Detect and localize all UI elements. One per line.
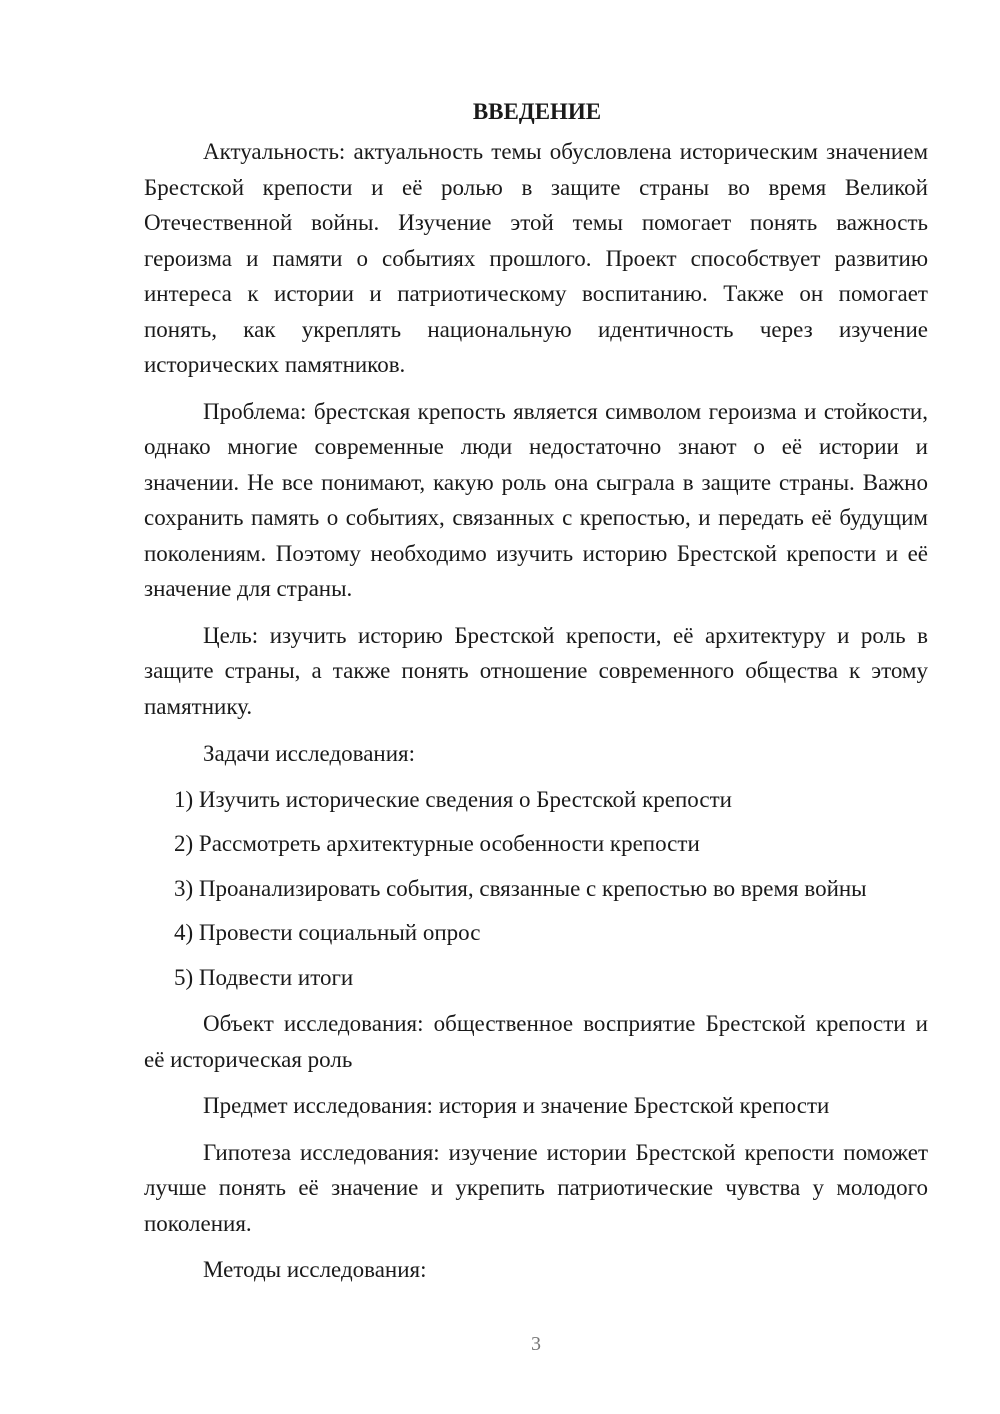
methods-paragraph: Методы исследования: [203,1257,427,1282]
relevance-paragraph: Актуальность: актуальность темы обусловлена историческим значением Брестской крепости и её ролью в защите страны во время Великой Отечественной войны. Изучение этой темы помогает понять важность героизма и памяти о событиях прошлого. Проект способствует развитию интереса к истории и патриотическому воспитанию. Также он помогает понять, как укреплять национальную идентичность через изучение исторических памятников. [144,139,928,377]
goal-paragraph: Цель: изучить историю Брестской крепости, её архитектуру и роль в защите страны, а также понять отношение современного общества к этому памятнику. [144,622,928,719]
task-item-3: 3) Проанализировать события, связанные с крепостью во время войны [174,875,867,901]
tasks-list [144,782,928,996]
section-title: ВВЕДЕНИЕ [472,99,602,124]
task-item-2: 2) Рассмотреть архитектурные особенности крепости [174,831,700,856]
tasks-header: Задачи исследования: [203,741,416,766]
page-number: 3 [531,1333,541,1355]
task-item-5: 5) Подвести итоги [174,964,354,990]
document-page [144,96,928,1288]
subject-paragraph: Предмет исследования: история и значение Брестской крепости [203,1093,830,1118]
object-paragraph: Объект исследования: общественное восприятие Брестской крепости и её историческая роль [144,1011,928,1072]
problem-paragraph: Проблема: брестская крепость является символом героизма и стойкости, однако многие современные люди недостаточно знают о её истории и значении. Не все понимают, какую роль она сыграла в защите страны. Важно сохранить память о событиях, связанных с крепостью, и передать её будущим поколениям. Поэтому необходимо изучить историю Брестской крепости и её значение для страны. [144,398,928,601]
task-item-4: 4) Провести социальный опрос [174,920,481,945]
hypothesis-paragraph: Гипотеза исследования: изучение истории Брестской крепости поможет лучше понять её значение и укрепить патриотические чувства у молодого поколения. [144,1139,928,1236]
task-item-1: 1) Изучить исторические сведения о Брестской крепости [174,786,732,812]
